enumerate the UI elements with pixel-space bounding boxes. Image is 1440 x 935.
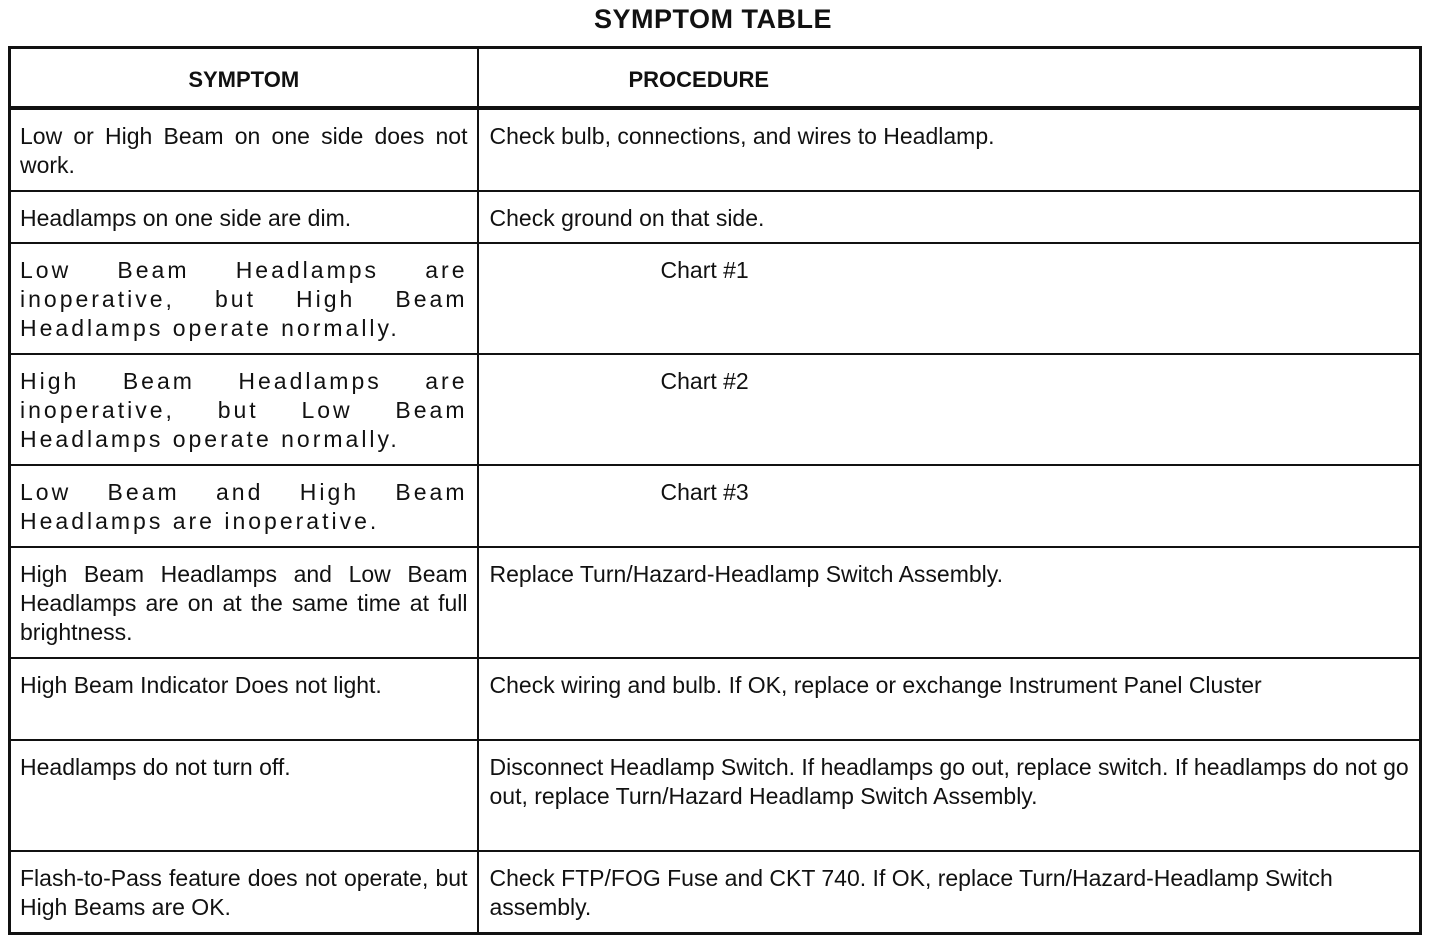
- symptom-cell: Low Beam Headlamps are inoperative, but High Beam Headlamps operate normally.: [10, 243, 478, 354]
- table-row: [10, 243, 1421, 354]
- symptom-cell: High Beam Headlamps are inoperative, but Low Beam Headlamps operate normally.: [10, 354, 478, 465]
- table-row: [10, 547, 1421, 658]
- procedure-cell: Replace Turn/Hazard-Headlamp Switch Assembly.: [478, 547, 1421, 658]
- procedure-cell: Check bulb, connections, and wires to Headlamp.: [478, 108, 1421, 191]
- symptom-table: [8, 46, 1422, 935]
- procedure-chart-cell: Chart #3: [478, 465, 1421, 547]
- table-row: [10, 658, 1421, 740]
- symptom-cell: High Beam Indicator Does not light.: [10, 658, 478, 740]
- page-title: SYMPTOM TABLE: [593, 4, 832, 34]
- procedure-chart-cell: Chart #1: [478, 243, 1421, 354]
- header-symptom: SYMPTOM: [10, 48, 478, 109]
- table-row: [10, 191, 1421, 243]
- table-row: [10, 740, 1421, 851]
- procedure-cell: Disconnect Headlamp Switch. If headlamps go out, replace switch. If headlamps do not go out, replace Turn/Hazard Headlamp Switch Assembly.: [478, 740, 1421, 851]
- table-row: [10, 851, 1421, 934]
- table-row: [10, 354, 1421, 465]
- symptom-cell: Low Beam and High Beam Headlamps are inoperative.: [10, 465, 478, 547]
- procedure-cell: Check wiring and bulb. If OK, replace or exchange Instrument Panel Cluster: [478, 658, 1421, 740]
- symptom-cell: Flash-to-Pass feature does not operate, but High Beams are OK.: [10, 851, 478, 934]
- symptom-cell: Headlamps do not turn off.: [10, 740, 478, 851]
- table-row: [10, 108, 1421, 191]
- symptom-cell: Headlamps on one side are dim.: [10, 191, 478, 243]
- table-header-row: [10, 48, 1421, 109]
- procedure-chart-cell: Chart #2: [478, 354, 1421, 465]
- procedure-cell: Check ground on that side.: [478, 191, 1421, 243]
- header-procedure: PROCEDURE: [478, 48, 1421, 109]
- symptom-cell: Low or High Beam on one side does not work.: [10, 108, 478, 191]
- table-row: [10, 465, 1421, 547]
- procedure-cell: Check FTP/FOG Fuse and CKT 740. If OK, replace Turn/Hazard-Headlamp Switch assembly.: [478, 851, 1421, 934]
- symptom-cell: High Beam Headlamps and Low Beam Headlamps are on at the same time at full brightness.: [10, 547, 478, 658]
